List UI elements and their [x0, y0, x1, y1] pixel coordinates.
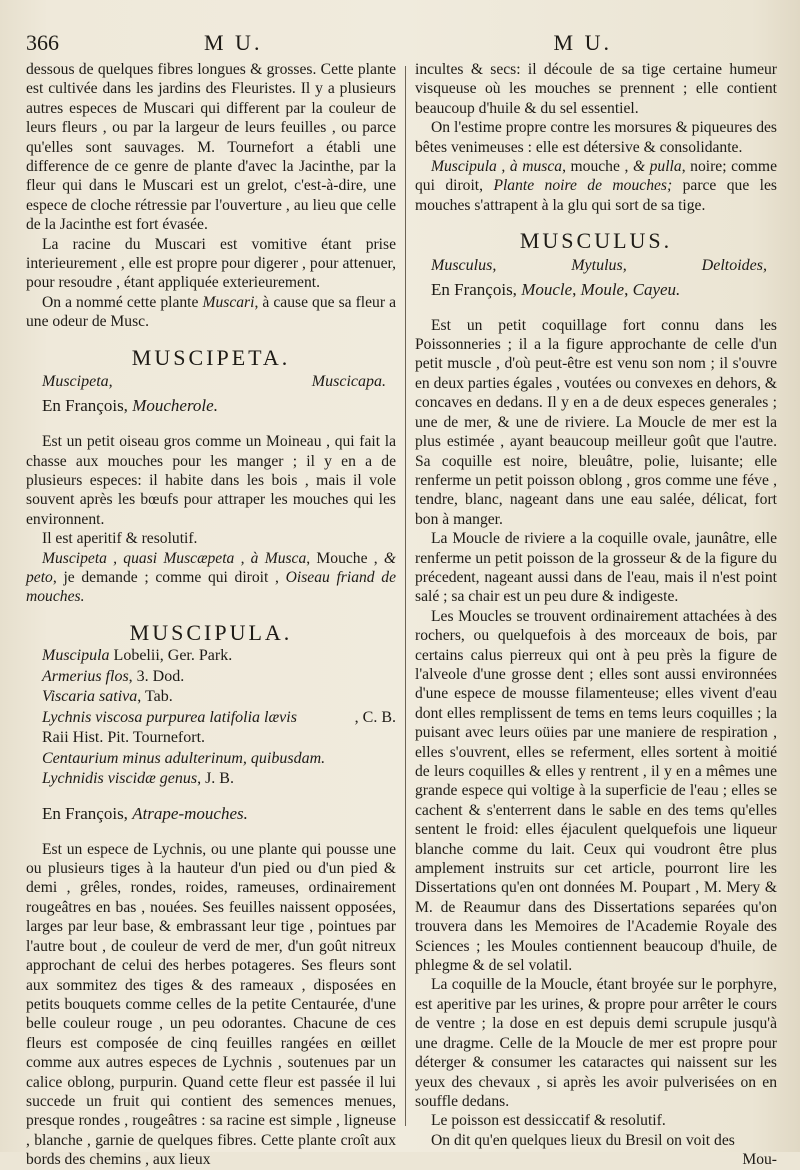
paragraph: Est un petit coquillage fort connu dans les Poissonneries ; il a la figure approchante de celle d'un petit muscle , d'où peut-être est venu son nom ; il s'ouvre en deux parties égales , voutées ou convexes en dehors, & concaves en dedans. Il y en a de deux especes generales ; une de mer, & une de riviere. La Moucle de mer est la plus estimée , ayant beaucoup meilleur goût que l'autre. Sa coquille est noire, bleuâtre, polie, luisante; elle renferme un petit poisson oblong , gros comme une féve , tendre, blanc, nageant dans une eau salée, délicat, fort bon à manger.	[415, 316, 778, 528]
paragraph: Les Moucles se trouvent ordinairement attachées à des rochers, ou quelquefois à des morceaux de bois, par certains calus pierreux qui ont à peu près la figure de l'alveole d'une grosse dent ; elles sont aussi environnées d'une espece de mousse filamenteuse; elles vivent d'eau dont elles remplissent de tems en tems leurs coquilles ; la puisant avec leurs oüies par une maniere de respiration , elles s'ouvrent, elles se referment, elles sortent à moitié de leurs coquilles & elles y rentrent , il y en a mêmes une grande espece qui voltige à la superficie de l'eau ; elles se cachent & s'enterrent dans le sable en des tems qu'elles sentent le froid: elles éjaculent quelquefois une liqueur blanche comme du lait. Ceux qui voudront être plus amplement instruits sur cet article, pourront lire les Dissertations qu'en ont données M. Poupart , M. Mery & M. de Reaumur dans des Dissertations separées qu'on trouvera dans les Memoires de l'Academie Royale des Sciences ; les Moules contiennent beaucoup d'huile, de phlegme & de sel volatil.	[415, 607, 777, 975]
paragraph: La Moucle de riviere a la coquille ovale, jaunâtre, elle renferme un petit poisson de la grosseur & de la figure du précedent, nageant aussi dans de l'eau, mais il n'est point salé ; sa chair est un peu dure & indigeste.	[415, 530, 777, 606]
right-running-head: M U.	[553, 30, 612, 55]
page-header	[26, 30, 782, 60]
paragraph: Il est aperitif & resolutif.	[42, 530, 198, 548]
synonyms: Musculus, Mytulus, Deltoides,	[431, 256, 767, 274]
left-column	[26, 60, 396, 1170]
french-name: En François, Moucle, Moule, Cayeu.	[431, 279, 681, 299]
etymology: Muscipula , à musca, mouche , & pulla, noire; comme qui diroit, Plante noire de mouches; parce que les mouches s'attrapent à la glu qui sort de sa tige.	[415, 158, 778, 214]
french-name: En François, Moucherole.	[42, 396, 218, 416]
paragraph: La coquille de la Moucle, étant broyée sur le porphyre, est aperitive par les urines, & propre pour arrêter le cours de ventre ; la dose en est depuis demi scrupule jusqu'à une dragme. Celle de la Moucle de mer est propre pour déterger & consumer les cataractes qui naissent sur les yeux des chevaux , si après les avoir pulverisées on en souffle dedans.	[415, 976, 777, 1110]
catchword: Mou-	[742, 1151, 777, 1169]
page-number: 366	[26, 30, 59, 55]
paragraph: On a nommé cette plante Muscari, à cause que sa fleur a une odeur de Musc.	[26, 293, 397, 331]
synonyms: Muscipeta, Muscicapa.	[42, 373, 386, 391]
right-column	[415, 60, 777, 1170]
paragraph: On l'estime propre contre les morsures & piqueures des bêtes venimeuses : elle est détersive & consolidante.	[415, 119, 777, 156]
paragraph: Le poisson est dessiccatif & resolutif.	[431, 1112, 666, 1130]
entry-heading-musculus: MUSCULUS.	[519, 228, 673, 254]
entry-heading-muscipeta: MUSCIPETA.	[131, 344, 291, 370]
paragraph: Est un petit oiseau gros comme un Moineau , qui fait la chasse aux mouches pour les manger ; il y en a de plusieurs especes: il habite dans les bois , mais il vole souvent après les bœufs pour attraper les mouches qui les environnent.	[26, 433, 396, 528]
paragraph: Est un espece de Lychnis, ou une plante qui pousse une ou plusieurs tiges à la hauteur d'un pied ou d'un pied & demi , grêles, rondes, roides, rameuses, ordinairement rougeâtres en bas , nouées. Ses feuilles naissent opposées, larges par leur base, & embrassant leur tige , pointues par l'autre bout , de couleur de verd de mer, d'un goût nitreux approchant de celui des herbes potageres. Ses fleurs sont aux sommitez des tiges & des rameaux , disposées en petits bouquets comme celles de la petite Centaurée, d'une belle couleur rouge , un peu odorantes. Chacune de ces fleurs est composée de cinq feuilles rangées en œillet comme aux autres especes de Lychnis , soutenues par un calice oblong, purpurin. Quand cette fleur est passée il lui succede un fruit qui contient des semences menues, presque rondes , rougeâtres : sa racine est simple , ligneuse , blanche , garnie de quelques fibres. Cette plante croît aux bords des chemins , aux lieux	[26, 840, 396, 1169]
paragraph: dessous de quelques fibres longues & grosses. Cette plante est cultivée dans les jardins des Fleuristes. Il y a plusieurs autres especes de Muscari qui different par la couleur de leurs fleurs , ou par la largeur de leurs feuilles , ou parce qu'elles sont sauvages. M. Tournefort a établi une difference de ce genre de plante d'avec la Jacinthe, par la fleur qui dans le Muscari est un grelot, c'est-à-dire, une espece de cloche rétressie par l'ouverture , au lieu que celle de la Jacinthe est fort évasée.	[26, 61, 396, 234]
entry-heading-muscipula: MUSCIPULA.	[129, 619, 293, 645]
paragraph: La racine du Muscari est vomitive étant prise interieurement , elle est propre pour digerer , pour attenuer, pour resoudre , étant appliquée exterieurement.	[26, 235, 396, 292]
synonym-list: Muscipula Lobelii, Ger. Park. Armerius flos, 3. Dod. Viscaria sativa, Tab. Lychnis viscosa purpurea latifolia lævis , C. B. Raii Hist. Pit. Tournefort. Centaurium minus adulterinum, quibusdam. Lychnidis viscidæ genus, J. B.	[42, 647, 396, 788]
etymology: Muscipeta , quasi Muscæpeta , à Musca, Mouche , & peto, je demande ; comme qui diroit , Oiseau friand de mouches.	[26, 549, 396, 606]
french-name: En François, Atrape-mouches.	[42, 803, 248, 823]
column-divider	[405, 66, 406, 1126]
left-running-head: M U.	[204, 30, 263, 55]
paragraph: incultes & secs: il découle de sa tige certaine humeur visqueuse où les mouches se prennent ; elle contient beaucoup d'huile & du sel essentiel.	[415, 61, 777, 117]
paragraph: On dit qu'en quelques lieux du Bresil on voit des	[431, 1131, 735, 1149]
